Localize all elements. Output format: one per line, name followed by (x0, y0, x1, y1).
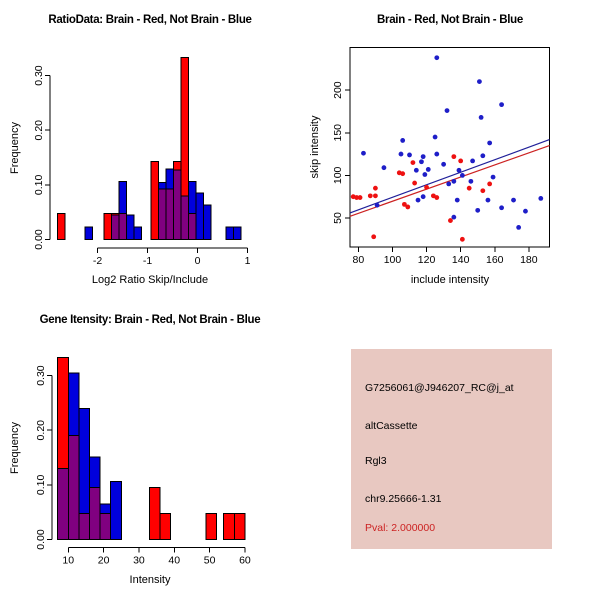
bar-red (206, 513, 217, 539)
x-tick-label: 0 (194, 255, 201, 267)
bar-red (150, 488, 161, 540)
x-tick-label: 1 (244, 255, 251, 267)
y-tick-label: 0.20 (33, 120, 45, 141)
point-red (460, 237, 465, 242)
bar-blue (204, 205, 212, 239)
ratio-histogram-panel (0, 0, 300, 300)
gene-intensity-histogram-title: Gene Itensity: Brain - Red, Not Brain - Blue (39, 314, 261, 326)
point-blue (499, 205, 504, 210)
gene-info-card (351, 349, 552, 549)
bar-red (58, 358, 69, 469)
bar-blue (189, 182, 197, 214)
bar-overlap (89, 488, 100, 540)
bar-red (234, 513, 245, 539)
point-blue (375, 203, 380, 208)
bar-blue (89, 457, 100, 488)
x-tick-label: 20 (97, 554, 110, 567)
x-tick-label: 120 (417, 254, 436, 266)
y-tick-label: 0.00 (35, 529, 47, 550)
bar-blue (68, 373, 79, 436)
x-tick-label: 140 (451, 254, 470, 266)
y-tick-label: 0.30 (35, 365, 47, 386)
bar-blue (100, 504, 111, 513)
point-blue (470, 158, 475, 163)
intensity-scatter-panel (300, 0, 600, 300)
point-blue (419, 159, 424, 164)
point-red (487, 182, 492, 187)
point-blue (422, 172, 427, 177)
point-blue (516, 225, 521, 230)
point-red (371, 234, 376, 239)
point-red (412, 181, 417, 186)
splice-type-text: altCassette (365, 420, 418, 432)
y-tick-label: 0.00 (33, 229, 45, 250)
bar-blue (196, 193, 204, 239)
point-blue (426, 167, 431, 172)
bar-red (58, 213, 66, 239)
pval-text: Pval: 2.000000 (365, 522, 436, 534)
point-blue (523, 209, 528, 214)
bar-blue (234, 227, 242, 240)
bar-red (224, 513, 235, 539)
ratio-histogram-ylabel: Frequency (9, 122, 21, 174)
bar-overlap (189, 213, 197, 239)
intensity-scatter-ylabel: skip intensity (309, 115, 321, 179)
x-tick-label: 10 (62, 554, 75, 567)
x-tick-label: 100 (383, 254, 402, 266)
point-blue (468, 179, 473, 184)
point-red (458, 158, 463, 163)
y-tick-label: 100 (332, 166, 344, 185)
x-tick-label: 50 (203, 554, 216, 567)
point-blue (475, 208, 480, 213)
bar-red (174, 161, 182, 170)
fit-lines (350, 140, 550, 217)
point-blue (361, 151, 366, 156)
bar-blue (226, 227, 234, 240)
point-blue (445, 108, 450, 113)
point-blue (491, 175, 496, 180)
bar-blue (127, 215, 135, 240)
bar-overlap (68, 436, 79, 540)
bar-overlap (58, 468, 69, 539)
bar-blue (166, 169, 174, 189)
point-blue (499, 102, 504, 107)
point-red (400, 171, 405, 176)
bar-overlap (159, 189, 167, 239)
ratio-histogram-plot (0, 0, 300, 300)
point-red (411, 160, 416, 165)
point-red (368, 193, 373, 198)
point-blue (434, 152, 439, 157)
y-tick-label: 50 (332, 212, 344, 224)
point-red (467, 186, 472, 191)
y-tick-label: 200 (332, 81, 344, 99)
bar-overlap (181, 196, 189, 240)
bar-overlap (119, 213, 127, 239)
y-tick-label: 0.10 (33, 174, 45, 196)
y-tick-label: 0.10 (35, 474, 47, 496)
point-red (373, 186, 378, 191)
point-blue (434, 55, 439, 60)
bar-blue (111, 482, 122, 540)
probe-id-text: G7256061@J946207_RC@j_at (365, 382, 514, 394)
point-blue (479, 115, 484, 120)
y-tick-label: 150 (332, 123, 344, 142)
point-blue (480, 153, 485, 158)
x-tick-label: 30 (133, 554, 145, 567)
bar-overlap (79, 513, 90, 539)
plot-box (350, 48, 550, 248)
x-tick-label: 180 (520, 254, 538, 266)
bar-red (112, 213, 120, 215)
tick-labels (332, 81, 538, 266)
point-red (434, 195, 439, 200)
point-blue (455, 198, 460, 203)
intensity-scatter-xlabel: include intensity (410, 274, 490, 286)
gene-intensity-histogram-ylabel: Frequency (9, 422, 21, 474)
ratio-histogram-xlabel: Log2 Ratio Skip/Include (91, 274, 209, 286)
bar-overlap (166, 189, 174, 239)
histogram-bars (58, 358, 245, 540)
bar-red (104, 213, 112, 239)
bar-overlap (100, 513, 111, 539)
y-tick-label: 0.30 (33, 65, 45, 86)
gene-intensity-histogram-xlabel: Intensity (129, 574, 171, 586)
bar-blue (159, 183, 167, 190)
point-blue (451, 215, 456, 220)
point-blue (486, 198, 491, 203)
bar-red (181, 58, 189, 196)
point-blue (477, 79, 482, 84)
chromosome-location-text: chr9.25666-1.31 (365, 493, 442, 505)
point-blue (511, 198, 516, 203)
x-tick-label: -2 (92, 255, 103, 267)
point-blue (400, 138, 405, 143)
bar-blue (119, 182, 127, 214)
point-blue (407, 153, 412, 158)
intensity-scatter-plot (300, 0, 600, 300)
point-blue (441, 162, 446, 167)
scatter-points (351, 55, 543, 241)
gene-info-panel (300, 300, 600, 600)
point-red (358, 195, 363, 200)
point-blue (457, 168, 462, 173)
axes (45, 76, 248, 253)
regression-line (350, 146, 550, 217)
point-blue (414, 168, 419, 173)
gene-intensity-histogram-plot (0, 300, 300, 600)
x-tick-label: -1 (142, 255, 153, 267)
point-blue (446, 182, 451, 187)
y-tick-label: 0.20 (35, 420, 47, 441)
ratio-histogram-title: RatioData: Brain - Red, Not Brain - Blue (48, 14, 252, 26)
point-red (405, 205, 410, 210)
bar-blue (79, 408, 90, 513)
intensity-scatter-title: Brain - Red, Not Brain - Blue (377, 14, 523, 26)
point-blue (538, 196, 543, 201)
gene-intensity-histogram-panel (0, 300, 300, 600)
point-red (480, 188, 485, 193)
bar-red (151, 161, 159, 239)
x-tick-label: 160 (485, 254, 504, 266)
point-red (373, 193, 378, 198)
gene-symbol-text: Rgl3 (365, 455, 387, 467)
bar-blue (134, 227, 142, 240)
point-red (451, 154, 456, 159)
point-blue (421, 154, 426, 159)
x-tick-label: 40 (168, 554, 181, 567)
bar-overlap (112, 215, 120, 240)
bar-red (160, 513, 171, 539)
point-blue (487, 141, 492, 146)
point-red (424, 185, 429, 190)
point-blue (416, 198, 421, 203)
point-red (448, 218, 453, 223)
x-tick-label: 60 (239, 554, 251, 567)
bar-blue (85, 227, 93, 240)
histogram-bars (58, 58, 242, 240)
point-blue (382, 165, 387, 170)
point-blue (399, 152, 404, 157)
regression-line (350, 140, 550, 213)
x-tick-label: 80 (352, 254, 365, 266)
bar-overlap (174, 170, 182, 239)
point-blue (433, 135, 438, 140)
axes (345, 90, 529, 252)
point-blue (451, 179, 456, 184)
point-blue (460, 173, 465, 178)
point-blue (421, 194, 426, 199)
